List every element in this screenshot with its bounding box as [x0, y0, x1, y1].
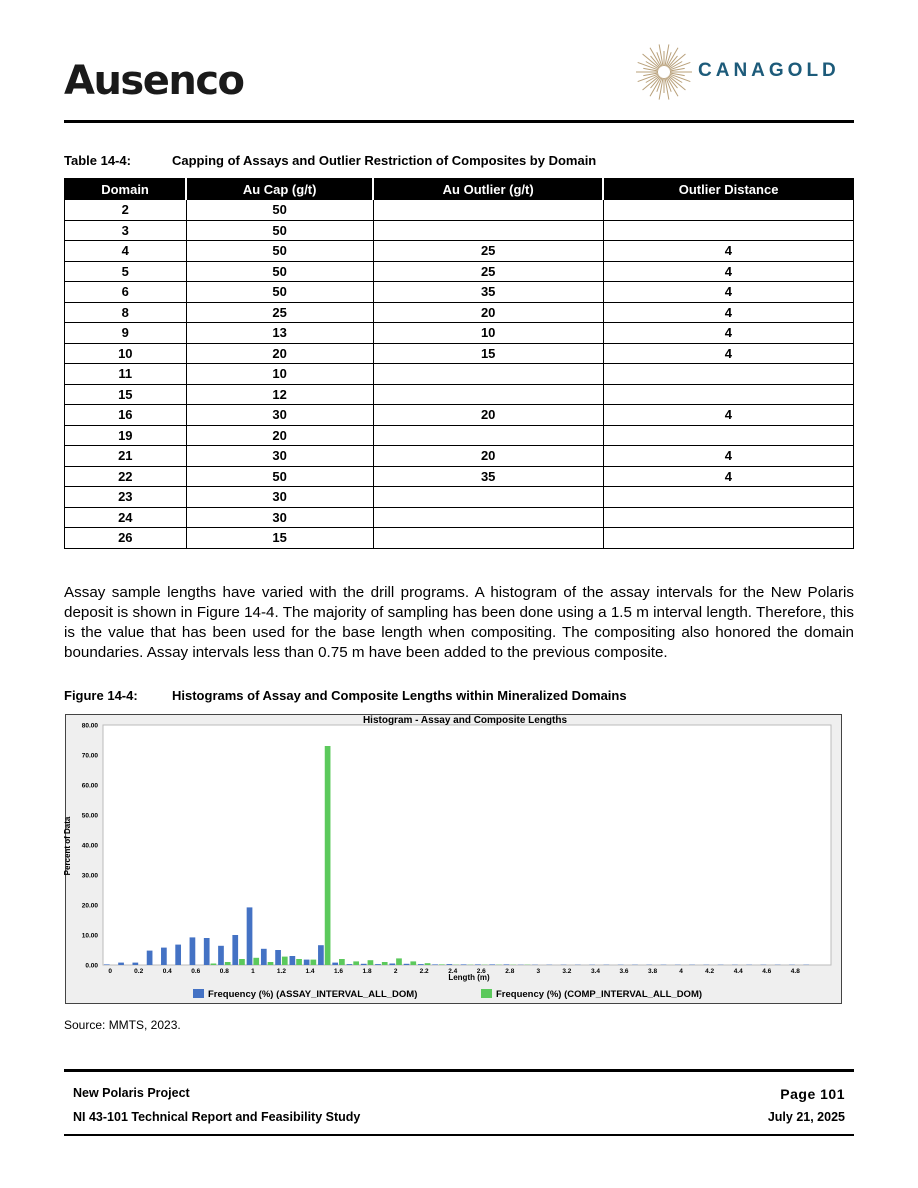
table-cell: 4 — [603, 282, 853, 303]
histogram-bar — [239, 959, 245, 965]
x-tick-label: 4.2 — [705, 968, 715, 975]
x-tick-label: 2.8 — [505, 968, 515, 975]
y-axis-label: Percent of Data — [63, 816, 72, 876]
table-cell: 11 — [65, 364, 187, 385]
table-cell: 35 — [373, 466, 603, 487]
table-cell: 24 — [65, 507, 187, 528]
footer-date: July 21, 2025 — [767, 1110, 845, 1124]
table-cell — [373, 200, 603, 221]
histogram-bar — [104, 964, 110, 965]
histogram-bar — [325, 746, 331, 965]
histogram-bar — [332, 963, 338, 965]
table-row — [65, 466, 854, 487]
table-row — [65, 487, 854, 508]
table-caption-number: Table 14-4: — [64, 153, 131, 168]
table-cell: 25 — [373, 241, 603, 262]
y-tick-label: 10.00 — [81, 932, 98, 940]
histogram-bar — [504, 964, 510, 965]
table-cell — [603, 220, 853, 241]
footer-page — [780, 1086, 845, 1102]
x-tick-label: 1 — [251, 968, 255, 975]
histogram-bar — [175, 945, 181, 965]
table-row — [65, 507, 854, 528]
x-tick-label: 2.4 — [448, 968, 458, 975]
table-cell — [603, 200, 853, 221]
histogram-bar — [161, 948, 167, 965]
table-cell: 25 — [373, 261, 603, 282]
histogram-bar — [368, 960, 374, 965]
table-cell: 30 — [186, 487, 373, 508]
histogram-bar — [261, 949, 267, 965]
table-row — [65, 405, 854, 426]
x-tick-label: 0.2 — [134, 968, 144, 975]
x-tick-label: 0.4 — [162, 968, 172, 975]
canagold-wordmark: CANAGOLD — [698, 60, 840, 81]
table-cell — [373, 425, 603, 446]
histogram-bar — [361, 964, 367, 965]
histogram-bar — [218, 946, 224, 965]
table-cell: 50 — [186, 282, 373, 303]
histogram-bar — [304, 960, 310, 965]
page-label: Page — [780, 1086, 821, 1102]
ausenco-logo: Ausenco — [64, 58, 244, 104]
histogram-bar — [439, 964, 445, 965]
histogram-bar — [247, 907, 253, 965]
y-tick-label: 80.00 — [81, 722, 98, 730]
table-cell: 21 — [65, 446, 187, 467]
y-tick-label: 60.00 — [81, 782, 98, 790]
histogram-bar — [389, 964, 395, 966]
histogram-bar — [275, 950, 281, 965]
figure-source: Source: MMTS, 2023. — [64, 1018, 181, 1032]
table-cell: 20 — [373, 446, 603, 467]
figure-caption-title: Histograms of Assay and Composite Lengths within Mineralized Domains — [172, 688, 627, 703]
table-cell: 3 — [65, 220, 187, 241]
column-header: Outlier Distance — [603, 179, 853, 200]
table-cell — [603, 487, 853, 508]
y-tick-label: 50.00 — [81, 812, 98, 820]
x-tick-label: 2 — [393, 968, 398, 975]
histogram-bar — [353, 961, 359, 965]
table-cell: 10 — [186, 364, 373, 385]
table-row — [65, 241, 854, 262]
table-cell: 20 — [373, 405, 603, 426]
table-cell: 20 — [186, 425, 373, 446]
table-cell: 15 — [65, 384, 187, 405]
table-row — [65, 425, 854, 446]
table-header-row — [65, 179, 854, 200]
table-row — [65, 200, 854, 221]
table-cell: 26 — [65, 528, 187, 549]
histogram-bar — [461, 964, 467, 965]
x-tick-label: 2.6 — [476, 968, 486, 975]
legend-entry: Frequency (%) (COMP_INTERVAL_ALL_DOM) — [496, 989, 703, 1000]
column-header: Au Outlier (g/t) — [373, 179, 603, 200]
header-rule — [64, 120, 854, 123]
histogram-bar — [289, 956, 295, 965]
table-cell: 10 — [373, 323, 603, 344]
y-tick-label: 30.00 — [81, 872, 98, 880]
histogram-bar — [318, 945, 324, 965]
figure-caption — [64, 688, 627, 703]
x-tick-label: 0 — [108, 968, 112, 975]
histogram-bar — [404, 964, 410, 965]
y-tick-label: 70.00 — [81, 752, 98, 760]
x-tick-label: 1.8 — [362, 968, 372, 975]
histogram-bar — [410, 961, 416, 965]
table-row — [65, 446, 854, 467]
table-cell: 19 — [65, 425, 187, 446]
histogram-bar — [225, 962, 231, 965]
table-cell: 4 — [603, 261, 853, 282]
table-cell: 50 — [186, 466, 373, 487]
table-cell: 50 — [186, 200, 373, 221]
table-body — [65, 200, 854, 549]
x-tick-label: 2.2 — [419, 968, 429, 975]
y-tick-label: 20.00 — [81, 902, 98, 910]
histogram-bar — [282, 957, 288, 965]
table-cell: 4 — [603, 466, 853, 487]
column-header: Au Cap (g/t) — [186, 179, 373, 200]
table-cell: 15 — [186, 528, 373, 549]
table-row — [65, 343, 854, 364]
histogram-bar — [339, 959, 345, 965]
plot-area — [103, 725, 831, 965]
footer-report: NI 43-101 Technical Report and Feasibility Study — [73, 1110, 361, 1124]
x-tick-label: 0.6 — [191, 968, 201, 975]
table-cell — [603, 364, 853, 385]
table-cell — [373, 487, 603, 508]
table-row — [65, 528, 854, 549]
table-cell: 50 — [186, 261, 373, 282]
histogram-bar — [432, 964, 438, 965]
table-cell: 4 — [603, 343, 853, 364]
legend-entry: Frequency (%) (ASSAY_INTERVAL_ALL_DOM) — [208, 989, 418, 1000]
table-cell — [373, 220, 603, 241]
table-cell: 5 — [65, 261, 187, 282]
table-cell — [373, 384, 603, 405]
table-caption — [64, 153, 596, 168]
x-tick-label: 3.8 — [648, 968, 658, 975]
x-tick-label: 3.2 — [562, 968, 572, 975]
x-tick-label: 4 — [679, 968, 683, 975]
x-tick-label: 1.4 — [305, 968, 315, 975]
table-cell: 4 — [603, 405, 853, 426]
histogram-bar — [447, 964, 453, 965]
histogram-bar — [232, 935, 238, 965]
table-cell: 4 — [603, 302, 853, 323]
table-cell: 20 — [186, 343, 373, 364]
footer-rule-bottom — [64, 1134, 854, 1136]
x-tick-label: 3.6 — [619, 968, 629, 975]
histogram-bar — [211, 964, 217, 966]
x-tick-label: 0.8 — [219, 968, 229, 975]
table-cell: 25 — [186, 302, 373, 323]
column-header: Domain — [65, 179, 187, 200]
x-tick-label: 1.6 — [334, 968, 344, 975]
table-cell: 30 — [186, 405, 373, 426]
histogram-bar — [425, 963, 431, 965]
histogram-bar — [396, 958, 402, 965]
histogram-bar — [132, 963, 138, 965]
capping-table — [64, 178, 854, 549]
legend-swatch — [481, 989, 492, 998]
table-cell — [373, 364, 603, 385]
footer-rule-top — [64, 1069, 854, 1072]
histogram-bar — [489, 964, 495, 965]
table-row — [65, 261, 854, 282]
histogram-bar — [310, 960, 316, 965]
table-cell — [603, 384, 853, 405]
x-tick-label: 4.8 — [790, 968, 800, 975]
x-tick-label: 1.2 — [276, 968, 286, 975]
page-number: 101 — [820, 1086, 845, 1102]
histogram-bar — [475, 964, 481, 965]
histogram-bar — [118, 963, 124, 965]
table-cell: 23 — [65, 487, 187, 508]
x-tick-label: 4.6 — [762, 968, 772, 975]
table-cell: 6 — [65, 282, 187, 303]
table-row — [65, 384, 854, 405]
table-row — [65, 282, 854, 303]
table-cell: 4 — [603, 241, 853, 262]
sunburst-icon — [636, 40, 692, 104]
table-cell: 4 — [603, 446, 853, 467]
histogram-bar — [375, 964, 381, 965]
body-paragraph: Assay sample lengths have varied with the drill programs. A histogram of the assay intervals for the New Polaris deposit is shown in Figure 14-4. The majority of sampling has been done using a 1.5 m interval length. Therefore, this is the value that has been used for the base length when compositing. The compositing also honored the domain boundaries. Assay intervals less than 0.75 m have been added to the previous composite. — [64, 584, 854, 661]
canagold-logo — [636, 40, 856, 104]
table-row — [65, 323, 854, 344]
table-cell: 15 — [373, 343, 603, 364]
histogram-bar — [190, 937, 196, 965]
table-cell: 30 — [186, 507, 373, 528]
table-cell: 4 — [603, 323, 853, 344]
table-cell — [373, 507, 603, 528]
histogram-bar — [147, 951, 153, 965]
table-cell: 4 — [65, 241, 187, 262]
x-tick-label: 4.4 — [733, 968, 743, 975]
table-caption-title: Capping of Assays and Outlier Restriction of Composites by Domain — [172, 153, 597, 168]
x-axis-label: Length (m) — [448, 973, 490, 982]
table-cell: 8 — [65, 302, 187, 323]
table-cell: 50 — [186, 241, 373, 262]
table-cell: 13 — [186, 323, 373, 344]
chart-title: Histogram - Assay and Composite Lengths — [362, 715, 568, 726]
histogram-bar — [382, 962, 388, 965]
histogram-chart — [65, 714, 842, 1004]
table-row — [65, 364, 854, 385]
table-cell: 10 — [65, 343, 187, 364]
x-tick-label: 3 — [536, 968, 541, 975]
histogram-bar — [418, 964, 424, 965]
table-cell: 9 — [65, 323, 187, 344]
table-row — [65, 220, 854, 241]
table-cell: 16 — [65, 405, 187, 426]
table-cell — [603, 425, 853, 446]
histogram-bar — [204, 938, 210, 965]
table-cell: 20 — [373, 302, 603, 323]
table-cell: 2 — [65, 200, 187, 221]
table-cell: 50 — [186, 220, 373, 241]
histogram-bar — [268, 962, 274, 965]
footer-project: New Polaris Project — [73, 1086, 190, 1100]
table-cell: 35 — [373, 282, 603, 303]
x-tick-label: 3.4 — [590, 968, 600, 975]
table-cell: 22 — [65, 466, 187, 487]
legend-swatch — [193, 989, 204, 998]
table-row — [65, 302, 854, 323]
table-cell — [373, 528, 603, 549]
figure-caption-number: Figure 14-4: — [64, 688, 138, 703]
histogram-bar — [347, 964, 353, 965]
y-tick-label: 0.00 — [85, 962, 98, 970]
histogram-bar — [253, 958, 259, 965]
table-cell — [603, 528, 853, 549]
histogram-bar — [296, 959, 302, 965]
table-cell: 30 — [186, 446, 373, 467]
table-cell: 12 — [186, 384, 373, 405]
y-tick-label: 40.00 — [81, 842, 98, 850]
table-cell — [603, 507, 853, 528]
